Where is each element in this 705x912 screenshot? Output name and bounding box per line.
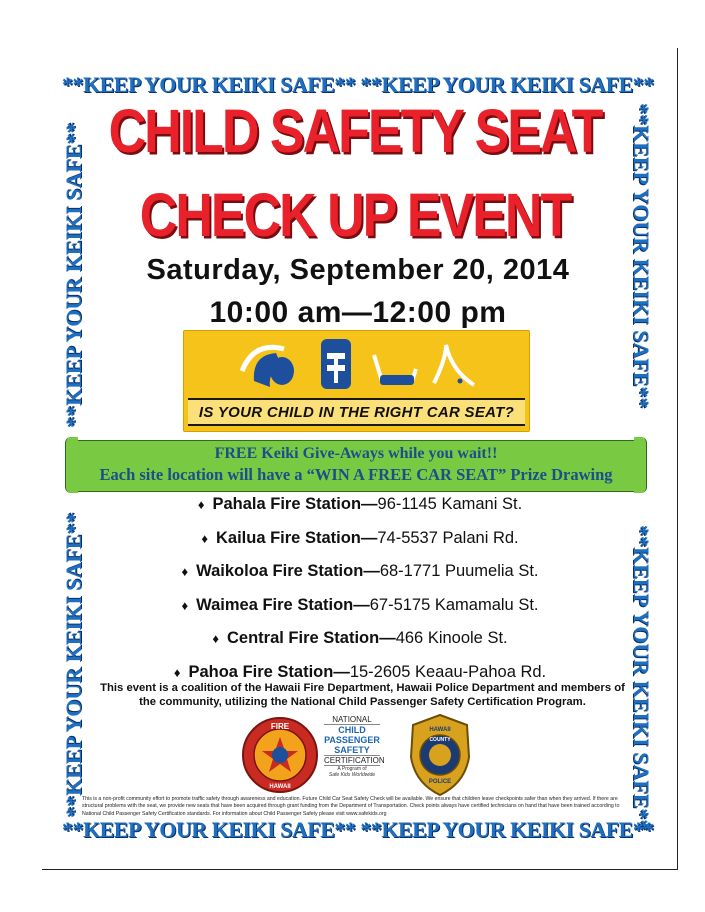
station-address: 68-1771 Puumelia St.	[379, 562, 539, 581]
event-date: Saturday, September 20, 2014	[146, 254, 570, 286]
police-badge-bottom: POLICE	[428, 779, 452, 785]
headline-line-2: CHECK UP EVENT	[139, 181, 571, 251]
station-item	[95, 589, 625, 623]
cpsc-logo	[324, 715, 385, 795]
fine-print: This is a non-profit community effort to promote traffic safety through awareness and education. Future Child Car Seat Safety Check will be available. We ensure that children leave checkpoints safer than when they arrived. If there are structural problems with the seat, we provide new seats that have been acquired through grant funding from the Department of Transportation. Check points always have certified technicians on hand that have been trained according to National Child Passenger Safety Certification standards. For information about Child Passenger Safety please visit www.safekids.org	[82, 796, 620, 817]
diamond-bullet-icon: ♦	[201, 530, 208, 546]
headline-line-1: CHILD SAFETY SEAT	[108, 97, 602, 167]
cpsc-line-5: CERTIFICATION	[324, 756, 385, 765]
station-separator: —	[363, 562, 380, 581]
station-address: 74-5537 Palani Rd.	[377, 528, 519, 547]
station-list	[95, 488, 625, 689]
banner-line-1: FREE Keiki Give-Aways while you wait!!	[214, 445, 498, 462]
diamond-bullet-icon: ♦	[181, 564, 189, 580]
fire-logo-ring-text: FIRE	[270, 722, 290, 731]
border-left-bottom-slogan: **KEEP YOUR KEIKI SAFE**	[61, 512, 86, 818]
station-item	[95, 555, 625, 589]
car-seat-caption-strip	[188, 398, 525, 426]
diamond-bullet-icon: ♦	[212, 631, 219, 647]
police-badge-top: HAWAII	[429, 727, 451, 733]
station-name: Waikoloa Fire Station	[196, 562, 364, 581]
infant-seat-icon	[242, 347, 294, 387]
diamond-bullet-icon: ♦	[173, 664, 181, 680]
fire-department-logo	[240, 715, 320, 795]
cpsc-line-6: A Program of	[337, 766, 367, 772]
station-address: 96-1145 Kamani St.	[377, 495, 523, 514]
station-item	[95, 488, 625, 522]
page-bottom-edge	[42, 869, 678, 870]
page-right-edge	[677, 48, 678, 870]
car-seat-graphic	[183, 330, 530, 432]
fire-logo-center-text: HAWAII	[269, 784, 291, 790]
station-separator: —	[360, 528, 378, 547]
banner-line-2: Each site location will have a “WIN A FREE CAR SEAT” Prize Drawing	[99, 465, 613, 484]
giveaway-banner	[70, 440, 642, 492]
station-item	[95, 622, 625, 656]
car-seat-caption: IS YOUR CHILD IN THE RIGHT CAR SEAT?	[198, 403, 515, 421]
station-address: 466 Kinoole St.	[395, 629, 508, 648]
station-address: 15-2605 Keaau-Pahoa Rd.	[349, 662, 547, 681]
diamond-bullet-icon: ♦	[181, 597, 189, 613]
event-time: 10:00 am—12:00 pm	[209, 296, 507, 329]
cpsc-line-7: Safe Kids Worldwide	[328, 772, 376, 778]
sponsor-logos	[240, 713, 480, 793]
booster-seat-icon	[374, 355, 416, 385]
coalition-statement: This event is a coalition of the Hawaii Fire Department, Hawaii Police Department and members of the community, utilizing the National Child Passenger Safety Certification Program.	[100, 682, 625, 708]
station-item	[95, 522, 625, 556]
seat-belt-icon	[434, 345, 474, 385]
station-separator: —	[353, 595, 370, 614]
station-separator: —	[333, 662, 350, 681]
diamond-bullet-icon: ♦	[197, 497, 205, 513]
station-separator: —	[379, 629, 396, 648]
border-right-bottom-slogan: **KEEP YOUR KEIKI SAFE**	[629, 524, 654, 831]
border-top-slogan: **KEEP YOUR KEIKI SAFE** **KEEP YOUR KEIKI SAFE**	[62, 72, 654, 97]
police-badge-mid: COUNTY	[429, 737, 451, 743]
cpsc-line-1: NATIONAL	[324, 715, 380, 725]
station-name: Pahala Fire Station	[212, 495, 362, 514]
border-bottom-slogan: **KEEP YOUR KEIKI SAFE** **KEEP YOUR KEIKI SAFE**	[62, 817, 654, 842]
border-right-top-slogan: **KEEP YOUR KEIKI SAFE**	[629, 103, 654, 409]
border-left-top-slogan: **KEEP YOUR KEIKI SAFE**	[61, 122, 86, 428]
station-name: Waimea Fire Station	[196, 595, 354, 614]
station-name: Central Fire Station	[227, 629, 380, 648]
cpsc-line-2: CHILD	[338, 725, 366, 735]
cpsc-line-3: PASSENGER	[324, 735, 380, 745]
station-address: 67-5175 Kamamalu St.	[369, 595, 539, 614]
station-name: Pahoa Fire Station	[188, 662, 334, 681]
station-name: Kailua Fire Station	[216, 528, 361, 547]
cpsc-line-4: SAFETY	[334, 745, 370, 755]
station-separator: —	[361, 495, 378, 514]
police-badge-logo	[405, 713, 475, 797]
convertible-seat-icon	[321, 339, 351, 389]
